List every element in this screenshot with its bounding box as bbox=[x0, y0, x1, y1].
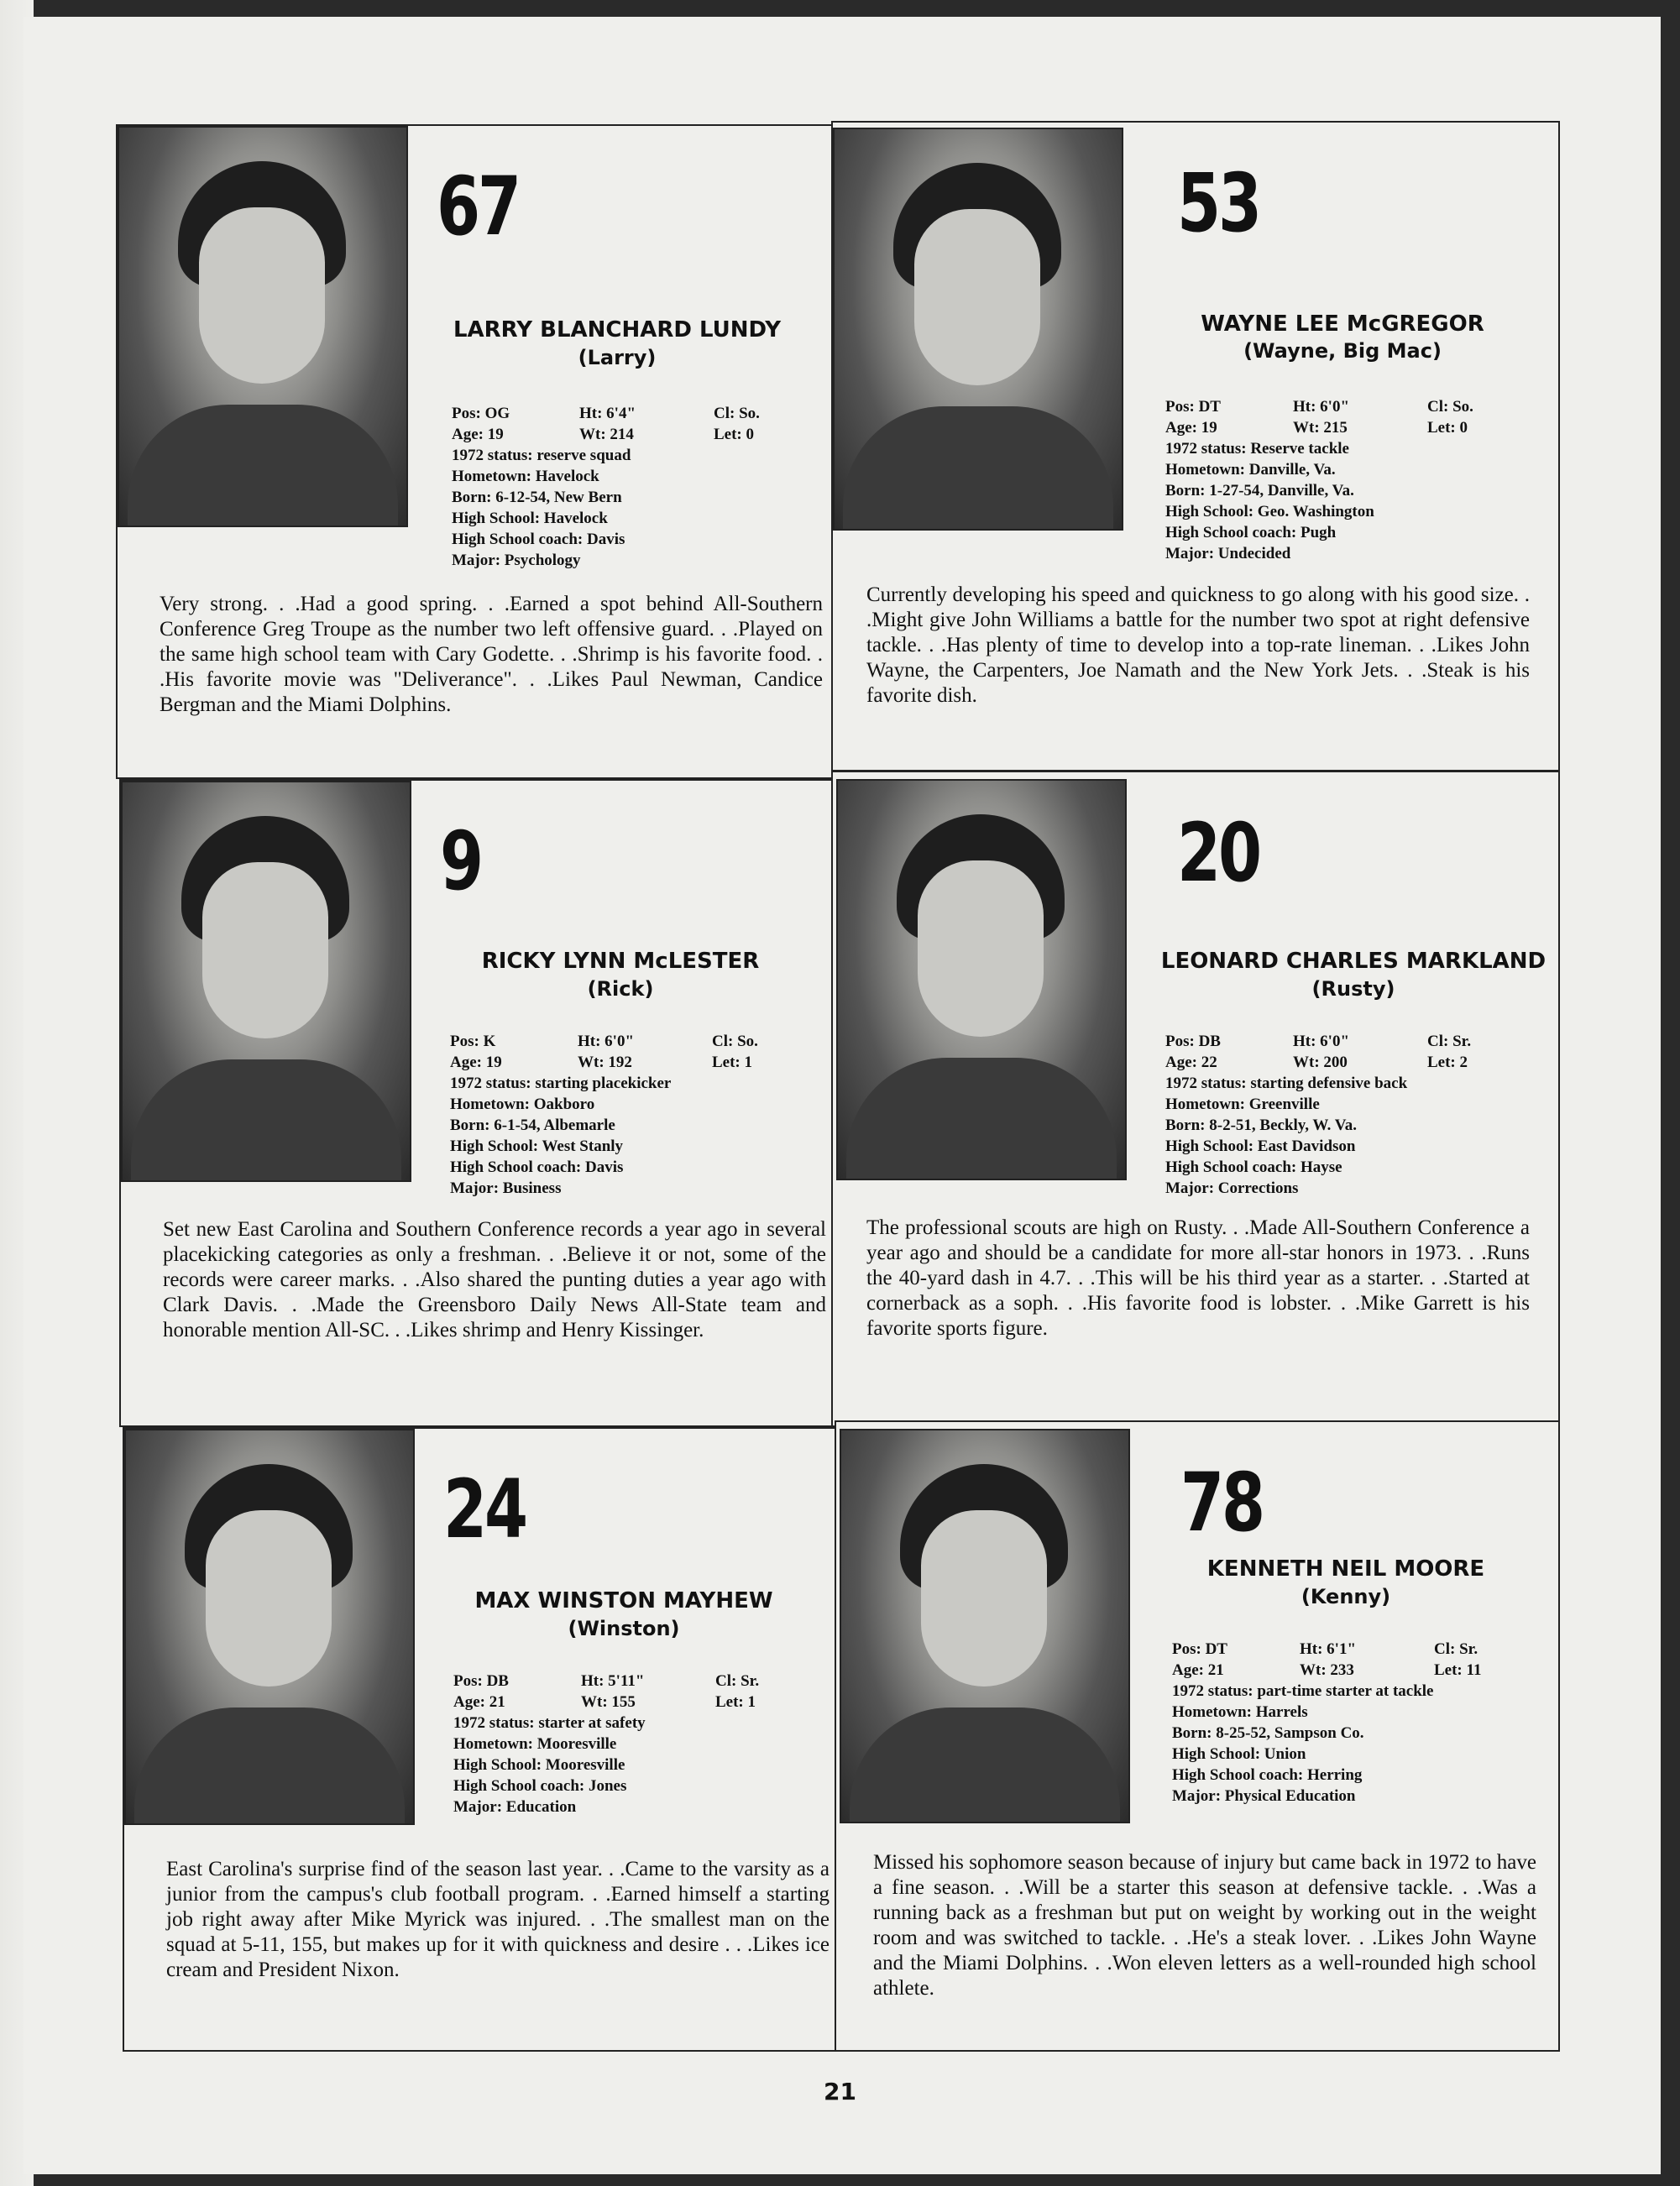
player-bio: East Carolina's surprise find of the season last year. . .Came to the varsity as a junior from the campus's club football program. . .Earned himself a starting job right away after Mike Myrick was injured. . .The smallest man on the squad at 5-11, 155, but makes up for it with quickness and desire . . .Likes ice cream and President Nixon. bbox=[166, 1858, 830, 1981]
player-bio: The professional scouts are high on Rusty. . .Made All-Southern Conference a year ago and should be a candidate for more all-star honors in 1973. . .Runs the 40-yard dash in 4.7. . .This will be his third year as a starter. . .Started at cornerback as a soph. . .His favorite food is lobster. . .Mike Garrett is his favorite sports figure. bbox=[866, 1216, 1530, 1340]
player-bio: Currently developing his speed and quickness to go along with his good size. . .Might give John Williams a battle for the number two spot at right defensive tackle. . .Has plenty of time to develop into a top-rate lineman. . .Likes John Wayne, the Carpenters, Joe Namath and the New York Jets. . .Steak is his favorite dish. bbox=[866, 583, 1530, 707]
player-bio: Very strong. . .Had a good spring. . .Earned a spot behind All-Southern Conference Greg Troupe as the number two left offensive guard. . .Played on the same high school team with Cary Godette. . .Shrimp is his favorite food. . .His favorite movie was "Deliverance". . .Likes Paul Newman, Candice Bergman and the Miami Dolphins. bbox=[160, 593, 823, 716]
player-nickname: (Winston) bbox=[568, 1617, 680, 1640]
player-bio: Missed his sophomore season because of injury but came back in 1972 to have a fine season. . .Will be a starter this season at defensive tackle. . .Was a running back as a freshman but put on weight by working out in the weight room and was switched to tackle. . .He's a steak lover. . .Likes John Wayne and the Miami Dolphins. . .Won eleven letters as a well-rounded high school athlete. bbox=[873, 1851, 1536, 2000]
player-name: KENNETH NEIL MOORE bbox=[1206, 1556, 1485, 1582]
player-photo bbox=[833, 128, 1123, 531]
player-name: RICKY LYNN McLESTER bbox=[481, 949, 760, 974]
jersey-number: 78 bbox=[1180, 1456, 1263, 1550]
player-bio: Set new East Carolina and Southern Conference records a year ago in several placekicking categories as only a freshman. . .Believe it or not, some of the records were career marks. . .Also shared the punting duties a year ago with Clark Davis. . .Made the Greensboro Daily News All-State team and honorable mention All-SC. . .Likes shrimp and Henry Kissinger. bbox=[163, 1218, 826, 1341]
player-card bbox=[123, 1427, 838, 2052]
jersey-number: 53 bbox=[1177, 156, 1259, 250]
jersey-number: 9 bbox=[440, 814, 481, 908]
player-card bbox=[831, 771, 1560, 1427]
player-name: LEONARD CHARLES MARKLAND bbox=[1160, 949, 1547, 974]
page-number: 21 bbox=[824, 2078, 856, 2105]
player-stats: Pos: DT Ht: 6'1" Cl: Sr. Age: 21 Wt: 233 Let: 11 1972 status: part-time starter at tackle Hometown: Harrels Born: 8-25-52, Sampson Co. High School: Union High School coach: Herring Major: Physical Education bbox=[1172, 1640, 1482, 1805]
jersey-number: 20 bbox=[1177, 806, 1259, 900]
player-nickname: (Wayne, Big Mac) bbox=[1243, 339, 1442, 363]
player-stats: Pos: DB Ht: 5'11" Cl: Sr. Age: 21 Wt: 155 Let: 1 1972 status: starter at safety Hometown: Mooresville High School: Mooresville High School coach: Jones Major: Education bbox=[453, 1672, 760, 1816]
player-name: MAX WINSTON MAYHEW bbox=[474, 1588, 773, 1613]
player-photo bbox=[121, 781, 411, 1182]
roster-grid bbox=[116, 124, 1560, 2052]
player-photo bbox=[840, 1429, 1130, 1823]
player-stats: Pos: DB Ht: 6'0" Cl: Sr. Age: 22 Wt: 200 Let: 2 1972 status: starting defensive back Hometown: Greenville Born: 8-2-51, Beckly, W. Va. High School: East Davidson High School coach: Hayse Major: Corrections bbox=[1165, 1033, 1472, 1197]
player-card bbox=[119, 779, 838, 1427]
player-name: WAYNE LEE McGREGOR bbox=[1201, 311, 1484, 337]
player-card bbox=[835, 1420, 1560, 2052]
player-name: LARRY BLANCHARD LUNDY bbox=[453, 317, 782, 343]
player-nickname: (Larry) bbox=[578, 346, 657, 369]
player-stats: Pos: OG Ht: 6'4" Cl: So. Age: 19 Wt: 214 Let: 0 1972 status: reserve squad Hometown: Havelock Born: 6-12-54, New Bern High School: Havelock High School coach: Davis Major: Psychology bbox=[452, 405, 760, 569]
player-stats: Pos: K Ht: 6'0" Cl: So. Age: 19 Wt: 192 Let: 1 1972 status: starting placekicker Hometown: Oakboro Born: 6-1-54, Albemarle High School: West Stanly High School coach: Davis Major: Business bbox=[450, 1033, 758, 1197]
player-photo bbox=[118, 126, 408, 527]
jersey-number: 24 bbox=[443, 1462, 526, 1556]
player-nickname: (Rick) bbox=[587, 977, 654, 1001]
player-nickname: (Rusty) bbox=[1311, 977, 1395, 1001]
player-photo bbox=[836, 779, 1127, 1180]
player-photo bbox=[124, 1429, 415, 1825]
player-card bbox=[116, 124, 838, 779]
player-stats: Pos: DT Ht: 6'0" Cl: So. Age: 19 Wt: 215 Let: 0 1972 status: Reserve tackle Hometown: Danville, Va. Born: 1-27-54, Danville, Va. High School: Geo. Washington High School coach: Pugh Major: Undecided bbox=[1165, 398, 1473, 562]
player-card bbox=[831, 121, 1560, 771]
jersey-number: 67 bbox=[437, 160, 519, 254]
player-nickname: (Kenny) bbox=[1301, 1585, 1391, 1608]
